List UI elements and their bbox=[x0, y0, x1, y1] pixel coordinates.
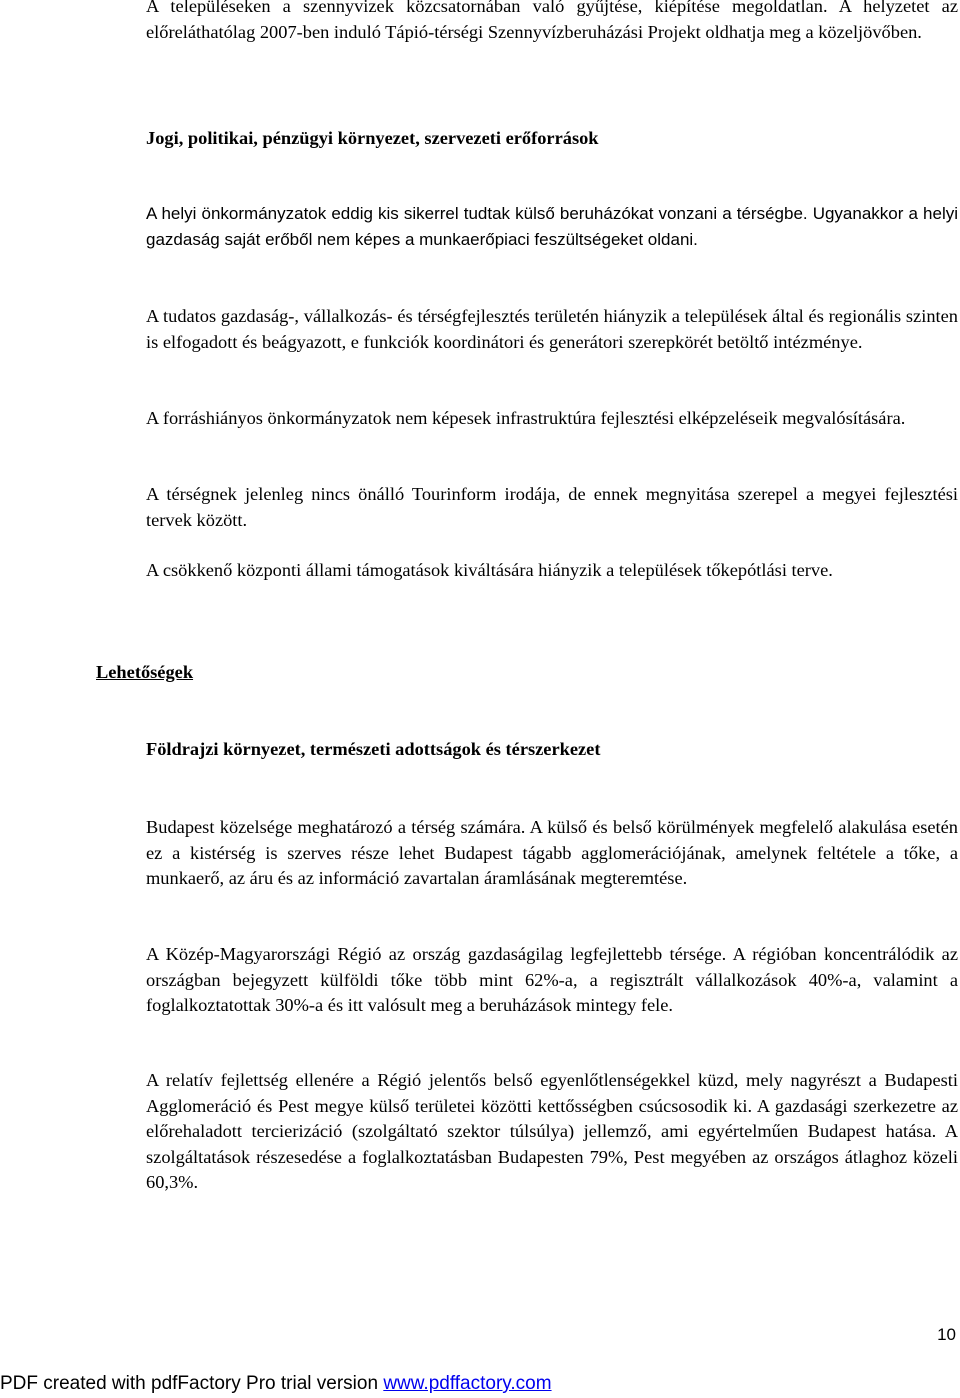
paragraph-budapest-proximity bbox=[146, 815, 958, 892]
paragraph-text: A térségnek jelenleg nincs önálló Tourinform irodája, de ennek megnyitása szerepel a megyei fejlesztési tervek között. bbox=[146, 484, 958, 530]
paragraph-development-institution bbox=[146, 304, 958, 355]
footer-text: PDF created with pdfFactory Pro trial version bbox=[0, 1373, 384, 1394]
heading-legal-environment: Jogi, politikai, pénzügyi környezet, szervezeti erőforrások bbox=[146, 128, 599, 148]
paragraph-central-region bbox=[146, 942, 958, 1019]
paragraph-sewage bbox=[146, 0, 958, 45]
section-heading-opportunities: Lehetőségek bbox=[96, 662, 194, 682]
paragraph-lack-of-resources bbox=[146, 406, 958, 432]
paragraph-text: A forráshiányos önkormányzatok nem képesek infrastruktúra fejlesztési elképzeléseik megvalósítására. bbox=[146, 408, 906, 428]
pdf-footer bbox=[0, 1371, 552, 1397]
footer-link[interactable]: www.pdffactory.com bbox=[383, 1373, 552, 1394]
paragraph-tourinform bbox=[146, 482, 958, 533]
page-number: 10 bbox=[937, 1325, 956, 1344]
paragraph-text: Budapest közelsége meghatározó a térség számára. A külső és belső körülmények megfelelő alakulása esetén ez a kistérség is szerves része lehet Budapest tágabb agglomerációjának, amelynek feltétele a tőke, a munkaerő, az áru és az információ zavartalan áramlásának megteremtése. bbox=[146, 817, 958, 889]
paragraph-local-governments bbox=[146, 201, 958, 252]
heading-geography: Földrajzi környezet, természeti adottságok és térszerkezet bbox=[146, 739, 601, 759]
paragraph-text: A tudatos gazdaság-, vállalkozás- és térségfejlesztés területén hiányzik a települések által és regionális szinten is elfogadott és beágyazott, e funkciók koordinátori és generátori szerepkörét betöltő intézménye. bbox=[146, 306, 958, 352]
paragraph-text: A településeken a szennyvizek közcsatornában való gyűjtése, kiépítése megoldatlan. A helyzetet az előreláthatólag 2007-ben induló Tápió-térségi Szennyvízberuházási Projekt oldhatja meg a közeljövőben. bbox=[146, 0, 958, 42]
paragraph-text: A relatív fejlettség ellenére a Régió jelentős belső egyenlőtlenségekkel küzd, mely nagyrészt a Budapesti Agglomeráció és Pest megye külső területei közötti kettősségben csúcsosodik ki. A gazdasági szerkezetre az előrehaladott tercierizáció (szolgáltató szektor túlsúlya) jellemző, ami egyértelműen Budapest hatása. A szolgáltatások részesedése a foglalkoztatásban Budapesten 79%, Pest megyében az országos átlaghoz közeli 60,3%. bbox=[146, 1070, 958, 1193]
paragraph-state-support bbox=[146, 558, 958, 584]
paragraph-text: A Közép-Magyarországi Régió az ország gazdaságilag legfejlettebb térsége. A régióban koncentrálódik az országban bejegyzett külföldi tőke több mint 62%-a, a regisztrált vállalkozások 40%-a, valamint a foglalkoztatottak 30%-a és itt valósult meg a beruházások mintegy fele. bbox=[146, 944, 958, 1016]
paragraph-text: A csökkenő központi állami támogatások kiváltására hiányzik a települések tőkepótlási terve. bbox=[146, 560, 833, 580]
paragraph-text: A helyi önkormányzatok eddig kis sikerrel tudtak külső beruházókat vonzani a térségbe. Ugyanakkor a helyi gazdaság saját erőből nem képes a munkaerőpiaci feszültségeket oldani. bbox=[146, 204, 958, 249]
paragraph-inequalities bbox=[146, 1068, 958, 1196]
